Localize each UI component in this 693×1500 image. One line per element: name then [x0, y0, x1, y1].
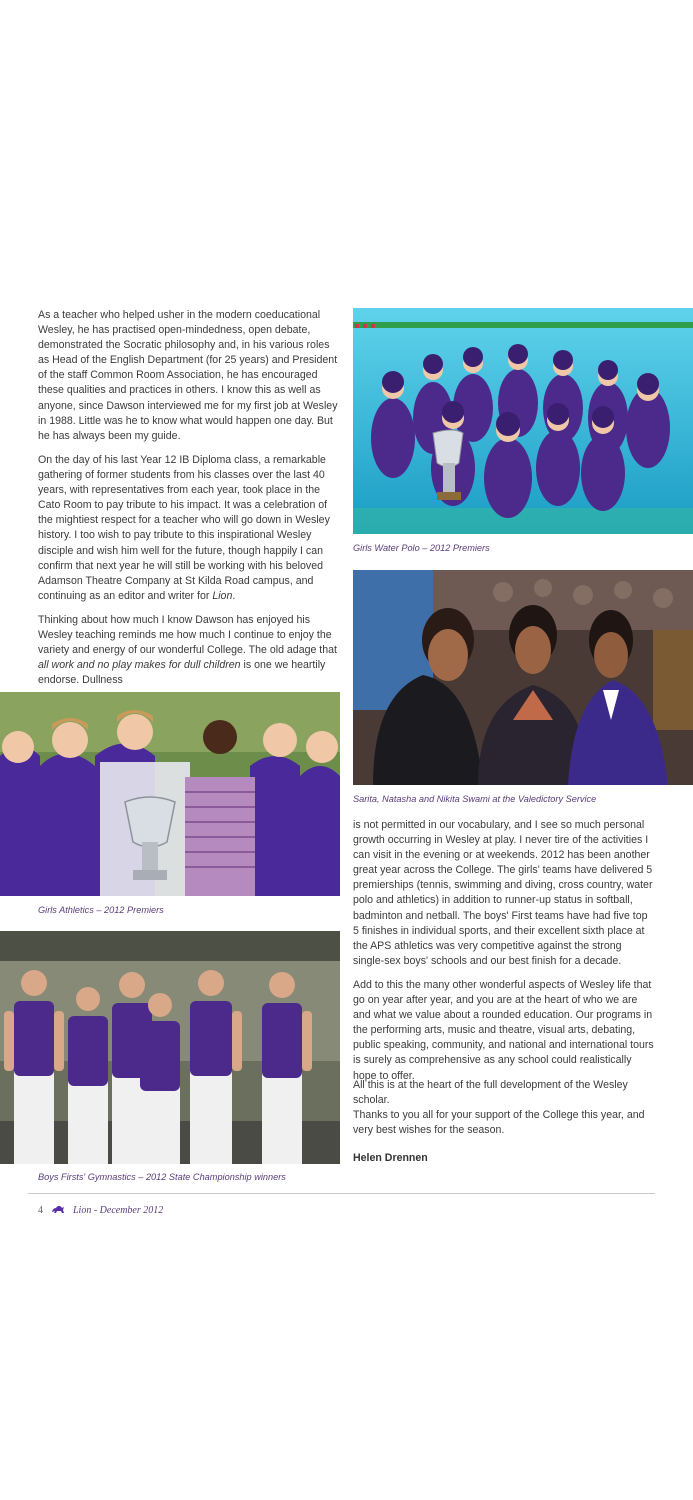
publication-title: Lion - December 2012 [73, 1204, 164, 1216]
adage-italic: all work and no play makes for dull children [38, 659, 241, 672]
caption-water-polo: Girls Water Polo – 2012 Premiers [353, 543, 490, 553]
caption-valedictory: Sarita, Natasha and Nikita Swami at the Valedictory Service [353, 794, 597, 804]
photo-athletics [0, 692, 340, 896]
photo-gymnastics [0, 931, 340, 1164]
paragraph-3 [38, 613, 340, 688]
page-number: 4 [38, 1204, 43, 1216]
caption-athletics: Girls Athletics – 2012 Premiers [38, 905, 164, 915]
paragraph-7: Thanks to you all for your support of the College this year, and very best wishes for the season. [353, 1109, 645, 1137]
caption-gymnastics: Boys Firsts' Gymnastics – 2012 State Championship winners [38, 1172, 286, 1182]
lion-logo-icon [51, 1205, 65, 1215]
signoff-name: Helen Drennen [353, 1152, 428, 1164]
paragraph-1: As a teacher who helped usher in the modern coeducational Wesley, he has practised open-mindedness, open debate, demonstrated the Socratic philosophy and, in his various roles as Head of the English Department (for 25 years) and President of the staff Common Room Association, he has encouraged these qualities and practices in others. I know this as well as anyone, since Dawson interviewed me for my first job at Wesley in 1988. Little was he to know what would happen one day. But he has always been my guide. [38, 309, 338, 442]
paragraph-2 [38, 453, 340, 604]
paragraph-3-end: is one we heartily endorse. Dullness [38, 659, 326, 687]
page-footer [38, 1203, 163, 1217]
lion-title-italic: Lion [212, 589, 233, 602]
footer-divider [28, 1193, 655, 1194]
paragraph-4: is not permitted in our vocabulary, and I see so much personal growth occurring in Wesley at play. I never tire of the activities I can visit in the evening or at weekends. 2012 has been another great year across the College. The girls' teams have delivered 5 premierships (tennis, swimming and diving, cross country, water polo and athletics) in addition to runner-up status in softball, badminton and netball. The boys' First teams have had five top 5 finishes in individual sports, and their excellent sixth place at the APS athletics was very competitive against the strong single-sex boys' schools and our best finish for a decade. [353, 819, 653, 967]
photo-valedictory [353, 570, 693, 785]
paragraph-2-text: On the day of his last Year 12 IB Diploma class, a remarkable gathering of former students from his classes over the last 40 years, with representatives from each year, took place in the Cato Room to pay tribute to his impact. It was a celebration of the mightiest respect for a teacher who will go down in Wesley history. I too wish to pay tribute to this inspirational Wesley disciple and wish him well for the future, though happily I can confirm that next year he will still be working with his beloved Adamson Theatre Company at St Kilda Road campus, and continuing as an editor and writer for [38, 454, 330, 602]
paragraph-6: All this is at the heart of the full development of the Wesley scholar. [353, 1079, 628, 1107]
paragraph-2-end: . [232, 589, 236, 602]
paragraph-3-text: Thinking about how much I know Dawson has enjoyed his Wesley teaching reminds me how much I continue to enjoy the variety and energy of our wonderful College. The old adage that [38, 614, 337, 657]
photo-water-polo [353, 308, 693, 534]
paragraph-5: Add to this the many other wonderful aspects of Wesley life that go on year after year, and you are at the heart of who we are and what we value about a rounded education. Our programs in the performing arts, music and theatre, visual arts, debating, public speaking, community, and national and international tours is surely as comprehensive as any school could realistically hope to offer. [353, 979, 654, 1082]
